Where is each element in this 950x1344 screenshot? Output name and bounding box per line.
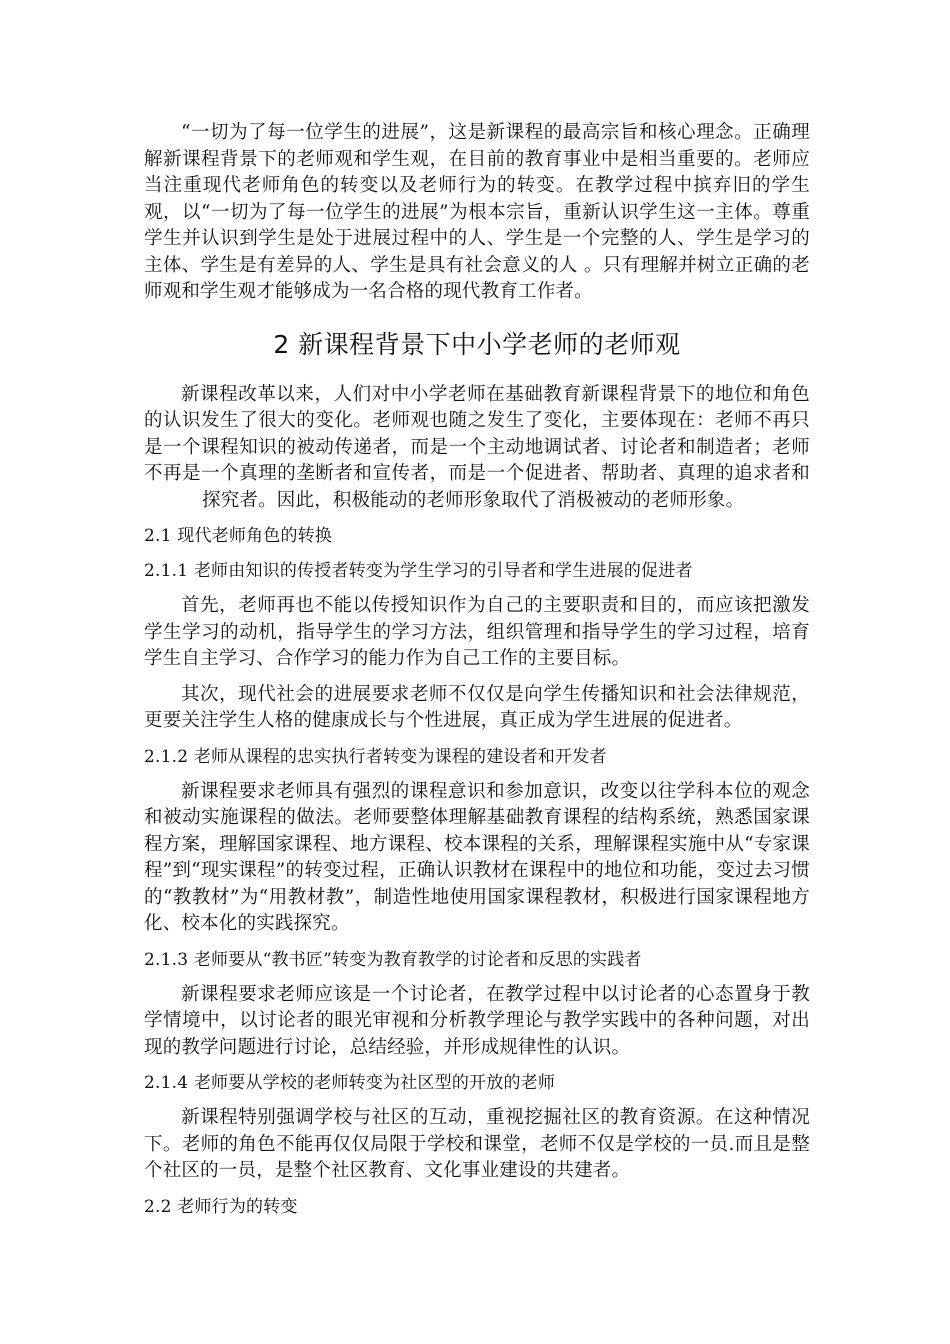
subsection-2-1-2-paragraph-1: 新课程要求老师具有强烈的课程意识和参加意识，改变以往学科本位的观念和被动实施课程的做法。老师要整体理解基础教育课程的结构系统，熟悉国家课程方案，理解国家课程、地方课程、校本课程的关系，理解课程实施中从“专家课程”到“现实课程”的转变过程，正确认识教材在课程中的地位和功能，变过去习惯的“教教材”为“用教材教”，制造性地使用国家课程教材，积极进行国家课程地方化、校本化的实践探究。 [144,780,810,934]
subsection-2-1-4-paragraph-1: 新课程特别强调学校与社区的互动，重视挖掘社区的教育资源。在这种情况下。老师的角色不能再仅仅局限于学校和课堂，老师不仅是学校的一员.而且是整个社区的一员，是整个社区教育、文化事业建设的共建者。 [144,1107,810,1181]
subsection-2-1-1-paragraph-2: 其次，现代社会的进展要求老师不仅仅是向学生传播知识和社会法律规范，更要关注学生人格的健康成长与个性进展，真正成为学生进展的促进者。 [144,683,810,731]
chapter-intro-paragraph [144,382,810,515]
document-page [144,120,810,1229]
chapter-intro-text-part2: 探究者。因此，积极能动的老师形象取代了消极被动的老师形象。 [202,489,745,511]
subsection-heading-2-1-2: 2.1.2 老师从课程的忠实执行者转变为课程的建设者和开发者 [144,746,607,767]
subsection-heading-2-1-4: 2.1.4 老师要从学校的老师转变为社区型的开放的老师 [144,1073,556,1093]
chapter-title: 2 新课程背景下中小学老师的老师观 [273,329,681,359]
intro-paragraph: “一切为了每一位学生的进展”，这是新课程的最高宗旨和核心理念。正确理解新课程背景下的老师观和学生观，在目前的教育事业中是相当重要的。老师应当注重现代老师角色的转变以及老师行为的转变。在教学过程中摈弃旧的学生观，以“一切为了每一位学生的进展”为根本宗旨，重新认识学生这一主体。尊重学生并认识到学生是处于进展过程中的人、学生是一个完整的人、学生是学习的主体、学生是有差异的人、学生是具有社会意义的人 。只有理解并树立正确的老师观和学生观才能够成为一名合格的现代教育工作者。 [144,122,810,302]
section-heading-2-1: 2.1 现代老师角色的转换 [144,526,333,546]
subsection-heading-2-1-1: 2.1.1 老师由知识的传授者转变为学生学习的引导者和学生进展的促进者 [144,561,693,581]
subsection-2-1-1-paragraph-1: 首先，老师再也不能以传授知识作为自己的主要职责和目的，而应该把激发学生学习的动机，指导学生的学习方法，组织管理和指导学生的学习过程，培育学生自主学习、合作学习的能力作为自己工作的主要目标。 [144,595,810,669]
chapter-intro-text-part1: 新课程改革以来，人们对中小学老师在基础教育新课程背景下的地位和角色的认识发生了很大的变化。老师观也随之发生了变化，主要体现在：老师不再只是一个课程知识的被动传递者，而是一个主动地调试者、讨论者和制造者；老师不再是一个真理的垄断者和宣传者，而是一个促进者、帮助者、真理的追求者和 [144,383,810,484]
subsection-heading-2-1-3: 2.1.3 老师要从“教书匠”转变为教育教学的讨论者和反思的实践者 [144,949,642,970]
subsection-2-1-3-paragraph-1: 新课程要求老师应该是一个讨论者，在教学过程中以讨论者的心态置身于教学情境中，以讨论者的眼光审视和分析教学理论与教学实践中的各种问题，对出现的教学问题进行讨论，总结经验，并形成规律性的认识。 [144,983,810,1058]
section-heading-2-2: 2.2 老师行为的转变 [144,1196,298,1217]
